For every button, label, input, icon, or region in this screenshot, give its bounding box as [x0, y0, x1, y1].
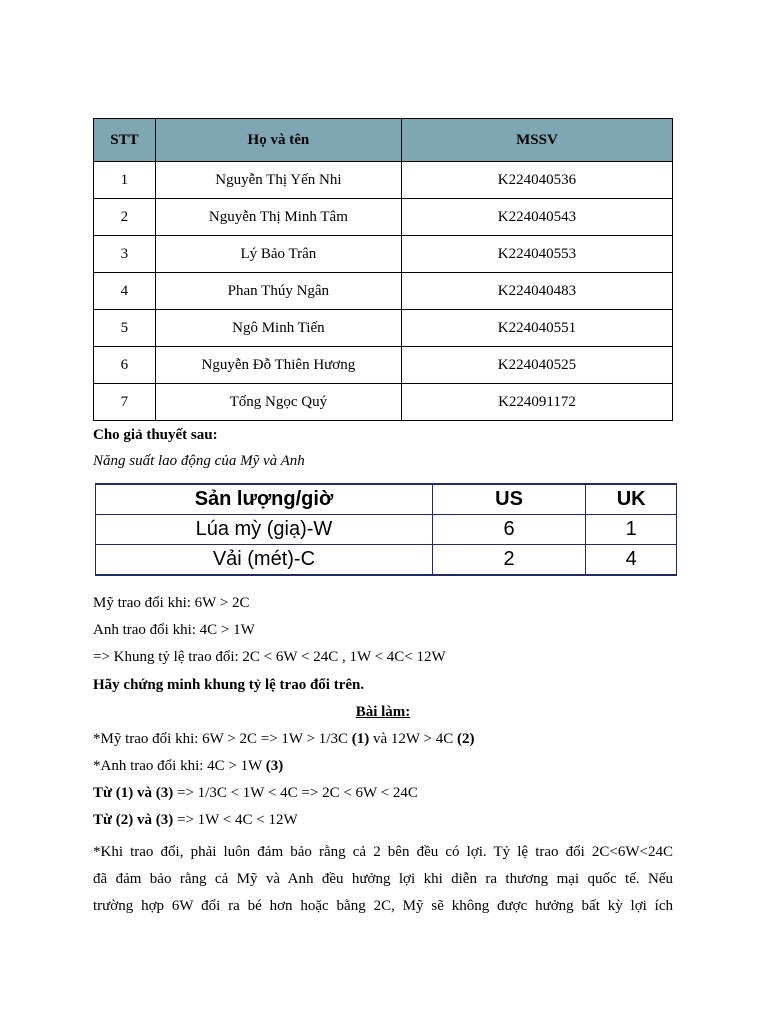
students-table	[93, 118, 673, 421]
cell-name: Tống Ngọc Quý	[155, 384, 401, 421]
cell-uk: 1	[586, 515, 677, 545]
cell-stt: 2	[94, 199, 156, 236]
line1-ref: (1)	[351, 731, 370, 747]
cell-mssv: K224040553	[401, 236, 672, 273]
header-us: US	[432, 484, 585, 515]
cell-name: Nguyễn Thị Yến Nhi	[155, 162, 401, 199]
cell-product: Vải (mét)-C	[96, 545, 433, 576]
line2-text: *Anh trao đổi khi: 4C > 1W	[93, 758, 266, 774]
productivity-table	[95, 483, 677, 576]
solution-line-4	[93, 812, 298, 829]
cell-mssv: K224040483	[401, 273, 672, 310]
header-mssv: MSSV	[401, 119, 672, 162]
students-header-row	[94, 119, 673, 162]
header-name: Họ và tên	[155, 119, 401, 162]
table-row	[94, 199, 673, 236]
cell-mssv: K224040543	[401, 199, 672, 236]
task-statement: Hãy chứng minh khung tỷ lệ trao đổi trên.	[93, 677, 365, 693]
ratio-frame-statement: => Khung tỷ lệ trao đổi: 2C < 6W < 24C , 1W < 4C< 12W	[93, 649, 446, 665]
cell-name: Lý Bảo Trân	[155, 236, 401, 273]
cell-stt: 7	[94, 384, 156, 421]
cell-stt: 1	[94, 162, 156, 199]
cell-name: Nguyễn Thị Minh Tâm	[155, 199, 401, 236]
cell-stt: 5	[94, 310, 156, 347]
table-row	[94, 236, 673, 273]
table-row	[94, 347, 673, 384]
table-row	[96, 545, 677, 576]
line1-text-2: và 12W > 4C	[369, 731, 457, 747]
cell-product: Lúa mỳ (giạ)-W	[96, 515, 433, 545]
solution-line-1	[93, 731, 474, 748]
table-row	[94, 162, 673, 199]
cell-uk: 4	[586, 545, 677, 576]
us-trade-statement: Mỹ trao đổi khi: 6W > 2C	[93, 595, 250, 611]
cell-mssv: K224040536	[401, 162, 672, 199]
table-row	[94, 384, 673, 421]
cell-name: Nguyễn Đỗ Thiên Hương	[155, 347, 401, 384]
line2-ref: (3)	[265, 758, 284, 774]
solution-line-2	[93, 758, 283, 775]
cell-us: 6	[432, 515, 585, 545]
cell-mssv: K224091172	[401, 384, 672, 421]
table-row	[94, 273, 673, 310]
line1-ref-2: (2)	[456, 731, 475, 747]
cell-stt: 4	[94, 273, 156, 310]
cell-mssv: K224040525	[401, 347, 672, 384]
line4-text: => 1W < 4C < 12W	[173, 812, 298, 828]
explanation-line-3: trường hợp 6W đổi ra bé hơn hoặc bằng 2C, Mỹ sẽ không được hưởng bất kỳ lợi ích	[93, 898, 673, 914]
header-stt: STT	[94, 119, 156, 162]
cell-us: 2	[432, 545, 585, 576]
solution-title: Bài làm:	[355, 704, 411, 720]
header-output: Sản lượng/giờ	[96, 484, 433, 515]
uk-trade-statement: Anh trao đổi khi: 4C > 1W	[93, 622, 255, 638]
hypothesis-label: Cho giả thuyết sau:	[93, 427, 218, 443]
cell-name: Phan Thúy Ngân	[155, 273, 401, 310]
cell-mssv: K224040551	[401, 310, 672, 347]
cell-stt: 3	[94, 236, 156, 273]
cell-stt: 6	[94, 347, 156, 384]
table-row	[94, 310, 673, 347]
explanation-line-2: đã đảm bảo rằng cả Mỹ và Anh đều hưởng lợi khi diễn ra thương mại quốc tế. Nếu	[93, 871, 673, 887]
line3-text: => 1/3C < 1W < 4C => 2C < 6W < 24C	[173, 785, 418, 801]
cell-name: Ngô Minh Tiến	[155, 310, 401, 347]
table-row	[96, 515, 677, 545]
line3-lead: Từ (1) và (3)	[93, 785, 174, 801]
productivity-header-row	[96, 484, 677, 515]
explanation-line-1: *Khi trao đổi, phải luôn đảm bảo rằng cả 2 bên đều có lợi. Tỷ lệ trao đổi 2C<6W<24C	[93, 844, 673, 860]
header-uk: UK	[586, 484, 677, 515]
solution-line-3	[93, 785, 418, 802]
line1-text: *Mỹ trao đổi khi: 6W > 2C => 1W > 1/3C	[93, 731, 352, 747]
table-caption: Năng suất lao động của Mỹ và Anh	[93, 453, 305, 469]
line4-lead: Từ (2) và (3)	[93, 812, 174, 828]
